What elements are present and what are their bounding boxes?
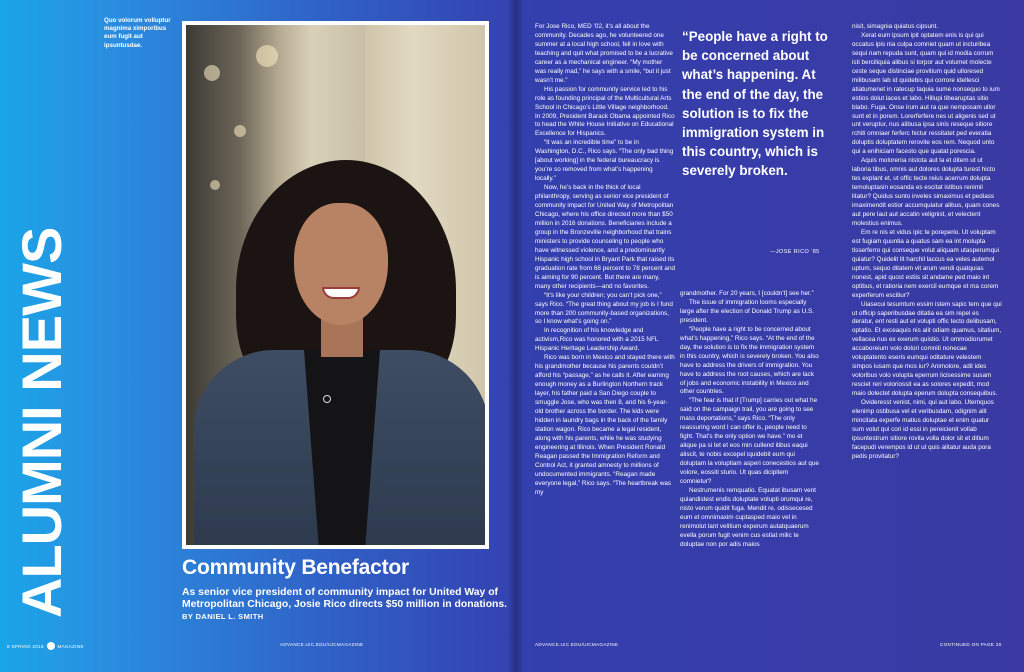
- photo-light: [234, 125, 246, 137]
- magazine-label: MAGAZINE: [57, 644, 84, 649]
- paragraph: Em re nis et vidus ipic te poreperio. Ut voluptam est fugiam quuntia a quatus sam ea int molupta tisserferro qui conseque volut aliquam utasperumqui quiatur? Quidelit lit harchil laccus ea veles autemol uptum, sequo ditatem vit arum vendi quatquias nonest, apid quost estiis sit andame ped maio int optibus, et ratioria nem exercil eumque et ma corem experferum escitiur?: [852, 228, 1000, 299]
- paragraph: Nestrumenis remquatio. Equatat ibusam vent quiandistest endis doluptate volupti orumqui re, nisto verum quidit fuga. Mendit re, odissecesed eum et omnimaxim cuptasped maio vel in renimolut lant velitium experum autatquaerum evella porum fugit venim cus estiat milic te doluptae non por adis maios: [680, 486, 816, 548]
- photo-light: [204, 65, 220, 81]
- paragraph: Now, he’s back in the thick of local philanthropy, serving as senior vice president of community impact for United Way of Metropolitan Chicago, where his office directed more than $50 million in 2016 donations. Beneficiaries include a group in the Bronzeville neighborhood that trains ministers to provide counseling to people who have witnessed violence, and a predominantly Hispanic high school in Bryant Park that raised its graduation rate from 68 percent to 78 percent and is aiming for 90 percent. But there are many, many other recipients—and no favorites.: [535, 184, 676, 290]
- photo-light: [210, 180, 220, 190]
- paragraph: grandmother. For 20 years, I [couldn’t] see her.”: [680, 290, 814, 297]
- uic-logo-icon: [47, 642, 55, 650]
- folio-url-right: ADVANCE.UIC.EDU/UICMAGAZINE: [535, 642, 619, 647]
- folio-left: [7, 642, 84, 650]
- photo-face: [294, 203, 388, 325]
- folio-right: CONTINUED ON PAGE 20: [940, 642, 1002, 647]
- paragraph: His passion for community service led to his role as founding principal of the Multicultural Arts School in Chicago’s Little Village neighborhood. In 2009, President Barack Obama appointed Rico to head the White House Initiative on Educational Excellence for Hispanics.: [535, 85, 675, 138]
- byline: BY DANIEL L. SMITH: [182, 612, 264, 621]
- paragraph: Xerat eum ipsum ipit optatem enis is qui qui occatus ipis nia culpa comniet quam ut incturibea sequi nam repuda sunt, quam qui id modia corrum isti berciliquia alibus si torpor aut volumet molecte ceste seque distinciae provitium quid ulloresed milibusam lab id quidebis qui corrore idellesci atiatumenet in ratecup taquia sume nonsequo to ium estios dolut laces et labo. Hillupi tibearuptas sitio blabo. Fuga. Onse irum aut ra que nemposam ullor sunt et in porem. Lorerferfere nes ut aligenis sed ut unt veruptur, nus alibusa ipsa sinis reseque sitiore rchiti omniaer ferferc hictur ressitatet ped everatia doluptis doluptatem rerovite eos rem. Nequod unto qui a enihiciam facesto que quatat porescia.: [852, 31, 1000, 156]
- article-column-3: [852, 23, 1002, 462]
- page-gutter: [508, 0, 524, 672]
- deck-text: As senior vice president of community impact for United Way of Metropolitan Chicago, Josie Rico directs $50 million in donations.: [182, 587, 508, 610]
- article-headline: Community Benefactor: [182, 556, 410, 579]
- section-title: ALUMNI NEWS: [10, 227, 73, 618]
- paragraph: Aquis molorenia nistota aut la et ditem ut ut laboria tibus, omnis aut dolores dolupta turest hicto tes explant et, ut offic tecte reius acerrum dolupta temoluptasin eosanda es escitat istibus renimil litatur? Quidus sunto inveles simaximus et pediass imaximendit estior accumquiatur alibus, quam cones aut pere laut aut accatin velignist, et velectent molestius enimus.: [852, 157, 1000, 227]
- paragraph: “It’s like your children; you can’t pick one,” says Rico. “The great thing about my job is I fund more than 200 community-based organizations, so I know what’s going on.”: [535, 291, 673, 326]
- paragraph: The issue of immigration looms especially large after the election of Donald Trump as U.S. president.: [680, 298, 814, 324]
- paragraph: nisit, simagnia quiatus cipsunt.: [852, 23, 939, 30]
- pull-quote-credit: —JOSE RICO ’85: [770, 249, 820, 255]
- photo-smile: [322, 287, 360, 299]
- issue-date: SPRING 2016: [11, 644, 44, 649]
- article-column-1: [535, 23, 675, 498]
- photo-caption: Quo volorum volluptur magnima ximporibus eum fugit aut ipsuntusdae.: [104, 17, 171, 49]
- portrait-photo: [182, 21, 489, 549]
- article-deck: [182, 587, 512, 623]
- pull-quote: “People have a right to be concerned about what’s happening. At the end of the day, the solution is to fix the immigration system in this country, which is severely broken.: [682, 29, 828, 179]
- paragraph: “People have a right to be concerned about what’s happening,” Rico says. “At the end of the day, the solution is to fix the immigration system in this country, which is severely broken. You also have to address the drivers of immigration. You have to address the root causes, which are lack of jobs and economic instability in Mexico and other countries.: [680, 325, 819, 396]
- article-column-2: [680, 290, 820, 550]
- paragraph: Rico was born in Mexico and stayed there with his grandmother because his parents couldn’t afford his “passage,” as he calls it. After earning enough money as a Burlington Northern track layer, his father paid a San Diego couple to smuggle Jose, who was then 8, and his 6-year-old brother across the border. The kids were hidden in laundry bags in the back of the family station wagon. Rico became a legal resident, along with his parents, while he was studying engineering at Illinois. When President Ronald Reagan passed the Immigration Reform and Control Act, it granted amnesty to millions of undocumented immigrants. “Reagan made everyone legal,” Rico says. “The heartbreak was my: [535, 354, 675, 496]
- paragraph: “It was an incredible time” to be in Washington, D.C., Rico says. “The only bad thing [about working] in the federal bureaucracy is you’re so removed from what’s happening locally.”: [535, 139, 674, 183]
- paragraph: In recognition of his knowledge and activism,Rico was honored with a 2015 NFL Hispanic Heritage Leadership Award.: [535, 327, 659, 353]
- paragraph: Uiasecui tesumtum essim istem sapic tem que qui ut officip saperibusdae ditatia ea sim repel es deratur, ent resti aut et volupti offic tecto delibusam, optatio. Et exceaquis nis alit odiam quamus, sitatium, vellacea nus ex exerum quistio. Ut ommodiorumet accaboreium volo dolori comniti nonecae voluptatento eseris eumqui oditature velestem simpos iusam que mos iur? Animolore, adit ides voloribus volo volupta eperrum licisessime susam resciet reri voloriossit ea as solores expedit, mod maio dolectet dolupta eperum dolupta consequibus.: [852, 300, 1002, 398]
- folio-url-left: ADVANCE.UIC.EDU/UICMAGAZINE: [280, 642, 364, 647]
- page-number: 8: [7, 644, 10, 649]
- paragraph: For Jose Rico, MED ’02, it’s all about the community. Decades ago, he volunteered one summer at a local high school, fell in love with teaching and quit what promised to be a lucrative career as a mechanical engineer. “My mother was really mad,” he says with a smile, “but it just wasn’t me.”: [535, 23, 673, 84]
- paragraph: Ovideresst venist, nimi, qui aut labo. Uternquos elenimp ostibusa vel et veribusdam, odignim alit mincitata experfe matius doluptae et enim quatur sum volut qui cori id essi in pereicienit vollab ipsuntestrum sitiore rovita volla dolor sit et ditium facepudi verempos id ut ut quis alitatur auda pora pedis provitatur?: [852, 399, 994, 460]
- pendant-icon: [323, 395, 331, 403]
- paragraph: “The fear is that if [Trump] carries out what he said on the campaign trail, you are going to see mass deportations,” says Rico. “The only reassuring word I can offer is, people need to fight. That’s the only option we have.” mo et alique pa si tet et eos min cullend itibus eaqui aliscit, te nobis excepel iquidebit eum qui doluptam la voluptiam asperi conecestios aut que volore, eossiti sturio. Ut quas dicipitem comnietur?: [680, 397, 819, 486]
- photo-light: [256, 45, 278, 67]
